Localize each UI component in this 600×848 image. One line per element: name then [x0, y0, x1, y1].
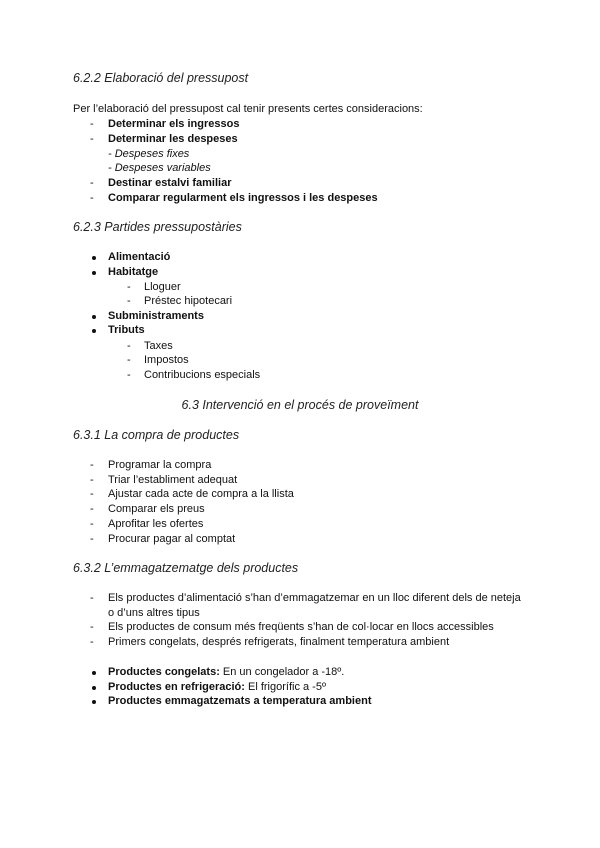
- dash-marker: -: [90, 133, 94, 145]
- dash-marker: -: [127, 295, 131, 307]
- dash-marker: -: [90, 621, 94, 633]
- bullet-icon: [92, 256, 96, 260]
- list-item: Programar la compra: [108, 459, 212, 471]
- item-text: El frigorífic a -5º: [248, 681, 326, 693]
- list-subitem: - Despeses fixes: [108, 148, 190, 160]
- list-item: Procurar pagar al comptat: [108, 533, 236, 545]
- bullet-icon: [92, 671, 96, 675]
- dash-marker: -: [127, 340, 131, 352]
- dash-marker: -: [90, 118, 94, 130]
- list-item-continuation: o d’uns altres tipus: [108, 607, 200, 619]
- list-item: Determinar els ingressos: [108, 118, 240, 130]
- list-item: Ajustar cada acte de compra a la llista: [108, 488, 294, 500]
- dash-marker: -: [127, 281, 131, 293]
- list-item: Subministraments: [108, 310, 204, 322]
- dash-marker: -: [90, 177, 94, 189]
- list-item: Determinar les despeses: [108, 133, 238, 145]
- list-item: Primers congelats, després refrigerats, finalment temperatura ambient: [108, 636, 450, 648]
- dash-marker: -: [90, 459, 94, 471]
- list-subitem: Contribucions especials: [144, 369, 261, 381]
- dash-marker: -: [90, 474, 94, 486]
- list-item: Tributs: [108, 324, 145, 336]
- bullet-icon: [92, 329, 96, 333]
- list-item: Aprofitar les ofertes: [108, 518, 204, 530]
- dash-marker: -: [90, 533, 94, 545]
- dash-marker: -: [127, 354, 131, 366]
- list-subitem: - Despeses variables: [108, 162, 211, 174]
- bullet-icon: [92, 700, 96, 704]
- list-item: Destinar estalvi familiar: [108, 177, 232, 189]
- item-label: Productes en refrigeració:: [108, 681, 245, 693]
- dash-marker: -: [90, 503, 94, 515]
- list-item: Comparar els preus: [108, 503, 205, 515]
- list-item: Els productes d’alimentació s’han d’emmagatzemar en un lloc diferent dels de neteja: [108, 592, 521, 604]
- dash-marker: -: [90, 488, 94, 500]
- dash-marker: -: [90, 636, 94, 648]
- list-subitem: Lloguer: [144, 281, 181, 293]
- heading-6-2-3: 6.2.3 Partides pressupostàries: [73, 220, 242, 234]
- heading-6-2-2: 6.2.2 Elaboració del pressupost: [73, 71, 249, 85]
- list-item: [108, 680, 326, 694]
- item-text: En un congelador a -18º.: [222, 666, 345, 678]
- list-item: Els productes de consum més freqüents s’han de col·locar en llocs accessibles: [108, 621, 494, 633]
- bullet-icon: [92, 686, 96, 690]
- bullet-icon: [92, 315, 96, 319]
- heading-6-3-1: 6.3.1 La compra de productes: [73, 428, 240, 442]
- list-item: Habitatge: [108, 266, 159, 278]
- list-item: Productes emmagatzemats a temperatura ambient: [108, 695, 372, 707]
- dash-marker: -: [90, 518, 94, 530]
- list-item: [108, 665, 344, 679]
- list-subitem: Taxes: [144, 340, 173, 352]
- heading-6-3-2: 6.3.2 L’emmagatzematge dels productes: [73, 561, 299, 575]
- list-subitem: Impostos: [144, 354, 189, 366]
- dash-marker: -: [127, 369, 131, 381]
- dash-marker: -: [90, 192, 94, 204]
- section-title-6-3: 6.3 Intervenció en el procés de proveïment: [181, 398, 419, 412]
- item-label: Productes congelats:: [108, 666, 220, 678]
- list-item: Alimentació: [108, 251, 171, 263]
- dash-marker: -: [90, 592, 94, 604]
- bullet-icon: [92, 271, 96, 275]
- list-subitem: Préstec hipotecari: [144, 295, 233, 307]
- list-item: Comparar regularment els ingressos i les despeses: [108, 192, 378, 204]
- list-item: Triar l’establiment adequat: [108, 474, 238, 486]
- intro-text: Per l’elaboració del pressupost cal tenir presents certes consideracions:: [73, 103, 423, 115]
